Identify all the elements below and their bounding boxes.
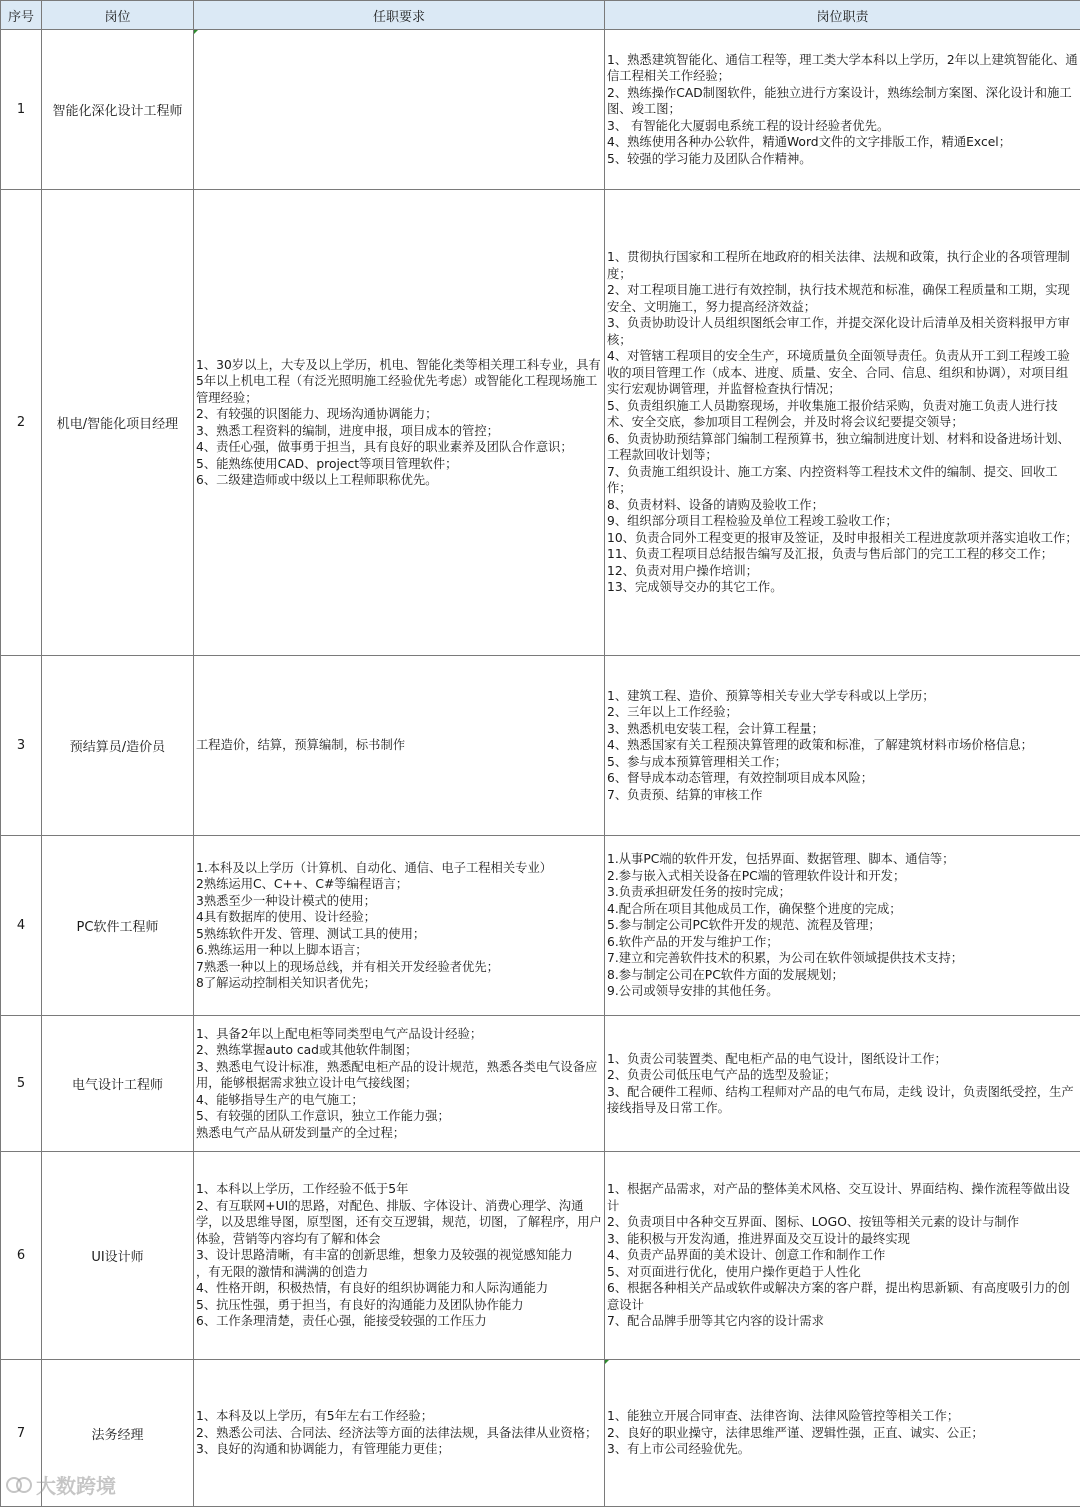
duty-line: 2、对工程项目施工进行有效控制，执行技术规范和标准，确保工程质量和工期，实现安全、文明施工，努力提高经济效益； — [607, 283, 1070, 314]
row-seq: 2 — [1, 190, 42, 656]
duty-line: 3、熟悉机电安装工程，会计算工程量； — [607, 721, 824, 736]
requirement-line: 6.熟练运用一种以上脚本语言； — [196, 943, 368, 957]
table-row — [1, 1360, 1080, 1507]
duty-line: 1.从事PC端的软件开发，包括界面、数据管理、脚本、通信等； — [607, 852, 955, 867]
requirement-line: 1、30岁以上，大专及以上学历，机电、智能化类等相关理工科专业，具有5年以上机电工程（有泛光照明施工经验优先考虑）或智能化工程现场施工管理经验； — [196, 357, 601, 405]
duty-line: 10、负责合同外工程变更的报审及签证，及时申报相关工程进度款项并落实追收工作； — [607, 530, 1078, 545]
duty-line: 2、良好的职业操守，法律思维严谨、逻辑性强，正直、诚实、公正； — [607, 1425, 984, 1440]
duty-line: 3、 有智能化大厦弱电系统工程的设计经验者优先。 — [607, 118, 890, 133]
watermark — [6, 1470, 116, 1499]
requirement-line: 4具有数据库的使用、设计经验； — [196, 910, 376, 924]
requirement-line: 2、有较强的识图能力、现场沟通协调能力； — [196, 407, 438, 421]
cell-comment-marker — [194, 30, 198, 34]
row-requirements — [194, 1152, 605, 1360]
row-duties — [605, 190, 1080, 656]
requirement-line: 2、熟悉公司法、合同法、经济法等方面的法律法规，具备法律从业资格； — [196, 1425, 598, 1440]
duty-line: 1、负责公司装置类、配电柜产品的电气设计，图纸设计工作； — [607, 1051, 947, 1066]
requirement-line: 3、设计思路清晰，有丰富的创新思维，想象力及较强的视觉感知能力 — [196, 1248, 573, 1263]
row-seq: 1 — [1, 30, 42, 190]
duty-line: 8、负责材料、设备的请购及验收工作； — [607, 497, 824, 512]
duty-line: 2、熟练操作CAD制图软件，能独立进行方案设计，熟练绘制方案图、深化设计和施工图、竣工图； — [607, 85, 1072, 117]
row-duties — [605, 30, 1080, 190]
duty-line: 7.建立和完善软件技术的积累，为公司在软件领域提供技术支持； — [607, 951, 964, 966]
duty-line: 9、组织部分项目工程检验及单位工程竣工验收工作； — [607, 514, 898, 529]
requirement-line: 熟悉电气产品从研发到量产的全过程； — [196, 1125, 406, 1140]
requirement-line: 6、二级建造师或中级以上工程师职称优先。 — [196, 473, 438, 487]
requirement-line: ，有无限的激情和满满的创造力 — [196, 1264, 369, 1279]
row-duties — [605, 656, 1080, 836]
requirement-line: 5熟练软件开发、管理、测试工具的使用； — [196, 926, 426, 941]
duty-line: 3、有上市公司经验优先。 — [607, 1442, 751, 1457]
row-duties — [605, 836, 1080, 1016]
row-position: 电气设计工程师 — [42, 1016, 194, 1152]
row-duties — [605, 1152, 1080, 1360]
requirement-line: 2熟练运用C、C++、C#等编程语言； — [196, 877, 409, 891]
duty-line: 8.参与制定公司在PC软件方面的发展规划； — [607, 967, 844, 982]
duty-line: 5、对页面进行优化，使用户操作更趋于人性化 — [607, 1264, 861, 1279]
requirement-line: 1、本科以上学历，工作经验不低于5年 — [196, 1182, 409, 1197]
duty-line: 5、较强的学习能力及团队合作精神。 — [607, 151, 812, 166]
duty-line: 9.公司或领导安排的其他任务。 — [607, 984, 779, 999]
row-seq: 3 — [1, 656, 42, 836]
duty-line: 1、建筑工程、造价、预算等相关专业大学专科或以上学历； — [607, 688, 935, 703]
requirement-line: 1、本科及以上学历，有5年左右工作经验； — [196, 1409, 433, 1424]
duty-line: 2、负责项目中各种交互界面、图标、LOGO、按钮等相关元素的设计与制作 — [607, 1215, 1020, 1230]
duty-line: 1、熟悉建筑智能化、通信工程等，理工类大学本科以上学历，2年以上建筑智能化、通信工程相关工作经验； — [607, 52, 1078, 84]
duty-line: 5、参与成本预算管理相关工作； — [607, 754, 787, 769]
duty-line: 4、对管辖工程项目的安全生产，环境质量负全面领导责任。负责从开工到工程竣工验收的项目管理工作（成本、进度、质量、安全、合同、信息、组织和协调），对项目组实行宏观协调管理，并监督检查执行情况； — [607, 349, 1070, 397]
row-requirements — [194, 656, 605, 836]
duty-line: 4、熟练使用各种办公软件，精通Word文件的文字排版工作，精通Excel； — [607, 135, 1012, 150]
row-requirements — [194, 836, 605, 1016]
header-duties: 岗位职责 — [605, 1, 1080, 30]
duty-line: 5.参与制定公司PC软件开发的规范、流程及管理； — [607, 918, 881, 933]
duty-line: 7、负责施工组织设计、施工方案、内控资料等工程技术文件的编制、提交、回收工作； — [607, 464, 1058, 496]
row-position: 机电/智能化项目经理 — [42, 190, 194, 656]
requirement-line: 4、责任心强，做事勇于担当，具有良好的职业素养及团队合作意识； — [196, 440, 573, 454]
duty-line: 2、负责公司低压电气产品的选型及验证； — [607, 1068, 837, 1082]
header-seq: 序号 — [1, 1, 42, 30]
duty-line: 4.配合所在项目其他成员工作，确保整个进度的完成； — [607, 901, 902, 916]
duty-line: 7、配合品牌手册等其它内容的设计需求 — [607, 1314, 824, 1329]
requirement-line: 5、抗压性强，勇于担当，有良好的沟通能力及团队协作能力 — [196, 1297, 524, 1312]
duty-line: 2、三年以上工作经验； — [607, 705, 738, 720]
duty-line: 1、根据产品需求，对产品的整体美术风格、交互设计、界面结构、操作流程等做出设计 — [607, 1182, 1070, 1213]
duty-line: 4、熟悉国家有关工程预决算管理的政策和标准，了解建筑材料市场价格信息； — [607, 738, 1033, 753]
table-row — [1, 30, 1080, 190]
duty-line: 3、配合硬件工程师、结构工程师对产品的电气布局，走线 设计，负责图纸受控，生产接线指导及日常工作。 — [607, 1084, 1074, 1115]
watermark-logo-icon — [6, 1475, 32, 1495]
duty-line: 1、能独立开展合同审查、法律咨询、法律风险管控等相关工作； — [607, 1409, 960, 1424]
header-position: 岗位 — [42, 1, 194, 30]
requirement-line: 3、熟悉工程资料的编制，进度申报，项目成本的管控； — [196, 423, 499, 438]
requirement-line: 5、能熟练使用CAD、project等项目管理软件； — [196, 456, 458, 471]
row-position: 法务经理 — [42, 1360, 194, 1507]
row-position: UI设计师 — [42, 1152, 194, 1360]
duty-line: 13、完成领导交办的其它工作。 — [607, 580, 783, 595]
requirement-line: 6、工作条理清楚，责任心强，能接受较强的工作压力 — [196, 1314, 487, 1329]
requirement-line: 工程造价，结算，预算编制，标书制作 — [196, 738, 406, 753]
requirement-line: 1.本科及以上学历（计算机、自动化、通信、电子工程相关专业） — [196, 860, 553, 875]
table-row — [1, 836, 1080, 1016]
header-requirements: 任职要求 — [194, 1, 605, 30]
duty-line: 1、贯彻执行国家和工程所在地政府的相关法律、法规和政策，执行企业的各项管理制度； — [607, 250, 1070, 281]
duty-line: 3、能积极与开发沟通，推进界面及交互设计的最终实现 — [607, 1231, 910, 1246]
row-seq: 7 — [1, 1360, 42, 1507]
duty-line: 6、督导成本动态管理，有效控制项目成本风险； — [607, 771, 874, 786]
requirement-line: 2、熟练掌握auto cad或其他软件制图； — [196, 1043, 418, 1058]
requirement-line: 4、能够指导生产的电气施工； — [196, 1092, 364, 1107]
duty-line: 5、负责组织施工人员勘察现场，并收集施工报价结采购，负责对施工负责人进行技术、安全交底，参加项目工程例会，并及时将会议纪要提交领导； — [607, 398, 1058, 430]
duty-line: 3.负责承担研发任务的按时完成； — [607, 885, 791, 900]
row-requirements — [194, 190, 605, 656]
requirement-line: 8了解运动控制相关知识者优先； — [196, 976, 376, 990]
duty-line: 6、负责协助预结算部门编制工程预算书，独立编制进度计划、材料和设备进场计划、工程款回收计划等； — [607, 431, 1070, 463]
watermark-text: 大数跨境 — [36, 1474, 116, 1498]
duty-line: 7、负责预、结算的审核工作 — [607, 787, 763, 802]
requirement-line: 7熟悉一种以上的现场总线，并有相关开发经验者优先； — [196, 959, 499, 974]
row-seq: 5 — [1, 1016, 42, 1152]
requirement-line: 3熟悉至少一种设计模式的使用； — [196, 893, 376, 908]
requirement-line: 3、良好的沟通和协调能力，有管理能力更佳； — [196, 1442, 450, 1457]
row-requirements — [194, 30, 605, 190]
duty-line: 4、负责产品界面的美术设计、创意工作和制作工作 — [607, 1248, 886, 1263]
requirement-line: 5、有较强的团队工作意识，独立工作能力强； — [196, 1109, 450, 1124]
duty-line: 2.参与嵌入式相关设备在PC端的管理软件设计和开发； — [607, 868, 906, 883]
table-row — [1, 656, 1080, 836]
row-position: 智能化深化设计工程师 — [42, 30, 194, 190]
cell-comment-marker — [605, 1360, 609, 1364]
row-requirements — [194, 1016, 605, 1152]
duty-line: 6、根据各种相关产品或软件或解决方案的客户群，提出构思新颖、有高度吸引力的创意设计 — [607, 1281, 1070, 1312]
duty-line: 12、负责对用户操作培训； — [607, 563, 758, 578]
requirement-line: 4、性格开朗，积极热情，有良好的组织协调能力和人际沟通能力 — [196, 1281, 549, 1296]
table-row — [1, 190, 1080, 656]
table-row — [1, 1152, 1080, 1360]
duty-line: 11、负责工程项目总结报告编写及汇报，负责与售后部门的完工工程的移交工作； — [607, 547, 1054, 562]
row-seq: 4 — [1, 836, 42, 1016]
table-row — [1, 1016, 1080, 1152]
requirement-line: 1、具备2年以上配电柜等同类型电气产品设计经验； — [196, 1026, 483, 1041]
duty-line: 6.软件产品的开发与维护工作； — [607, 934, 779, 949]
table-header-row — [1, 1, 1080, 30]
row-seq: 6 — [1, 1152, 42, 1360]
duty-line: 3、负责协助设计人员组织图纸会审工作，并提交深化设计后清单及相关资料报甲方审核； — [607, 316, 1070, 347]
row-position: 预结算员/造价员 — [42, 656, 194, 836]
row-duties — [605, 1016, 1080, 1152]
row-requirements — [194, 1360, 605, 1507]
requirement-line: 3、熟悉电气设计标准，熟悉配电柜产品的设计规范，熟悉各类电气设备应用，能够根据需求独立设计电气接线图； — [196, 1059, 598, 1091]
row-duties — [605, 1360, 1080, 1507]
requirement-line: 2、有互联网+UI的思路，对配色、排版、字体设计、消费心理学、沟通学，以及思维导图，原型图，还有交互逻辑，规范，切图，了解程序，用户体验，营销等内容均有了解和体会 — [196, 1198, 602, 1246]
row-position: PC软件工程师 — [42, 836, 194, 1016]
